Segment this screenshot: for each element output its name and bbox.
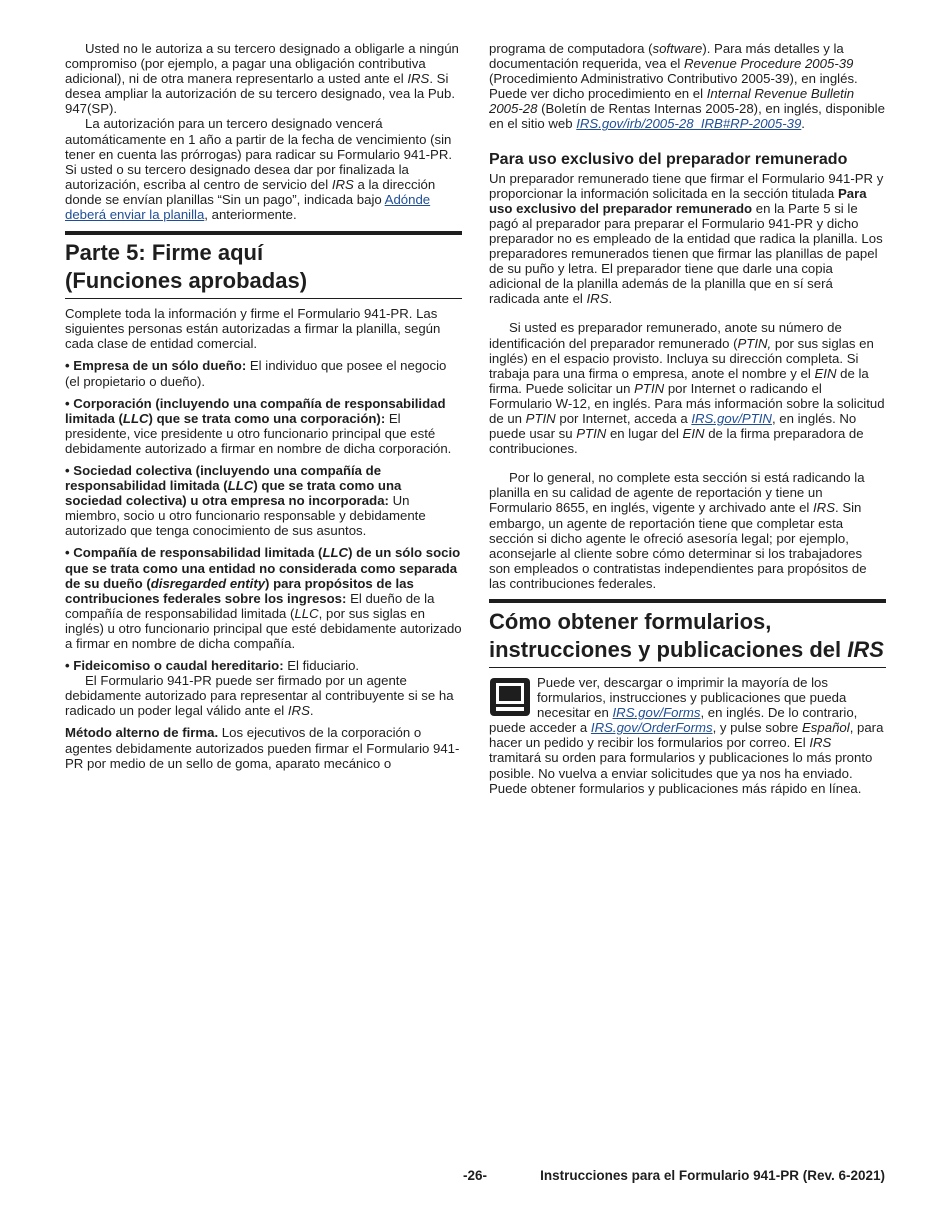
text-run: , en inglés. De lo contrario, puede acceder a: [489, 705, 858, 736]
forms-heading-line2: [489, 636, 886, 664]
right-column: [489, 41, 886, 796]
text-run: ) para propósitos de las contribuciones federales sobre los ingresos:: [65, 575, 414, 606]
text-run: IRS: [813, 500, 835, 516]
text-run: IRS: [586, 291, 609, 307]
text-run: ) de un sólo socio que se trata como una entidad no considerada como separada de su dueño (: [65, 545, 461, 591]
text-run: Los ejecutivos de la corporación o agentes debidamente autorizados pueden firmar el Formulario 941-PR por medio de un sello de goma, aparato mecánico o: [65, 725, 460, 771]
text-run: en la Parte 5 si le pagó al preparador para preparar el Formulario 941-PR y dicho preparador no es empleado de la entidad que radica la planilla. Los preparadores remunerados tienen que firmar las planillas de papel de su puño y letra. El preparador tiene que darle una copia adicional de la planilla además de la planilla que en sí será radicada ante el: [489, 200, 883, 307]
text-run: . Si desea ampliar la autorización de su tercero designado, vea la Pub. 947(SP).: [65, 71, 456, 117]
part5-heading-line1: Parte 5: Firme aquí: [65, 240, 264, 266]
text-run: (Procedimiento Administrativo Contributivo 2005-39), en inglés. Puede ver dicho procedimiento en el: [489, 71, 858, 102]
text-run: . Sin embargo, un agente de reportación tiene que completar esta sección si dicho agente le ofreció asesoría legal; por ejemplo, aconsejarle al cliente sobre cómo determinar si los trabajadores son empleados o contratistas independientes para propósitos de las contribuciones federales.: [489, 500, 867, 591]
text-run: , para hacer un pedido y recibir los formularios por correo. El: [489, 720, 884, 751]
text-run: La autorización para un tercero designado vencerá automáticamente en 1 año a partir de la fecha de vencimiento (sin tener en cuenta las prórrogas) para radicar su Formulario 941-PR. Si usted o su tercero designado desea dar por finalizada la autorización, escriba al centro de servicio del: [65, 116, 453, 192]
text-run: Español: [802, 720, 850, 736]
bullet-partnership: [65, 463, 462, 538]
text-run: PTIN: [576, 426, 607, 442]
text-run: , anteriormente.: [204, 207, 297, 223]
text-run: IRS: [287, 703, 310, 719]
text-run: Un miembro, socio u otro funcionario responsable y debidamente autorizado que tenga conocimiento de sus asuntos.: [65, 493, 426, 539]
page-number: -26-: [463, 1168, 488, 1183]
forms-heading-irs: IRS: [847, 637, 884, 662]
inline-link[interactable]: Adónde deberá enviar la planilla: [65, 191, 431, 223]
text-run: El dueño de la compañía de responsabilidad limitada (: [65, 590, 435, 621]
text-run: de la firma preparadora de contribuciones.: [489, 426, 864, 457]
footer-form-title: Instrucciones para el Formulario 941-PR (Rev. 6-2021): [540, 1168, 885, 1183]
left-column: [65, 41, 462, 771]
text-run: , por sus siglas en inglés) u otro funcionario principal que esté debidamente autorizado a firmar en nombre de dicha compañía.: [65, 605, 462, 651]
text-run: • Empresa de un sólo dueño:: [65, 358, 247, 374]
text-run: PTIN: [525, 410, 556, 426]
paid-preparer-paragraph: [489, 171, 886, 307]
text-run: por Internet, acceda a: [555, 410, 692, 426]
text-run: Usted no le autoriza a su tercero designado a obligarle a ningún compromiso (por ejemplo, a pagar una obligación contributiva adicional), ni de otra manera representarlo a usted ante el: [65, 41, 459, 87]
text-run: El fiduciario.: [283, 658, 360, 674]
text-run: ) que se trata como una corporación):: [148, 410, 386, 426]
text-run: (Boletín de Rentas Internas 2005-28), en inglés, disponible en el sitio web: [489, 101, 885, 132]
text-run: • Corporación (incluyendo una compañía de responsabilidad limitada (: [65, 395, 446, 426]
text-run: ). Para más detalles y la documentación requerida, vea el: [489, 41, 844, 72]
text-run: LLC: [122, 410, 149, 426]
part5-heading-line2: (Funciones aprobadas): [65, 268, 308, 294]
text-run: LLC: [322, 545, 349, 561]
text-run: • Fideicomiso o caudal hereditario:: [65, 658, 284, 674]
designee-obligation-paragraph: [65, 41, 462, 116]
alternative-signature-paragraph: [65, 725, 462, 770]
text-run: por Internet o radicando el Formulario W-12, en inglés. Para más información sobre la solicitud de un: [489, 380, 885, 426]
text-run: El presidente, vice presidente u otro funcionario principal que esté debidamente autorizado a firmar en nombre de dicha corporación.: [65, 410, 452, 456]
page-footer: [0, 1168, 950, 1188]
text-run: Internal Revenue Bulletin 2005-28: [489, 86, 855, 117]
text-run: por sus siglas en inglés) en el espacio provisto. Incluya su dirección completa. Si trabaja para una firma o empresa, anote el nombre y el: [489, 335, 874, 381]
text-run: IRS: [407, 71, 430, 87]
inline-link[interactable]: IRS.gov/irb/2005-28_IRB#RP-2005-39: [576, 116, 802, 132]
text-run: El Formulario 941-PR puede ser firmado por un agente debidamente autorizado para representar al contribuyente si se ha radicado un poder legal válido ante el: [65, 673, 454, 719]
forms-heading: [489, 599, 886, 668]
bullet-sole-proprietor: [65, 358, 462, 388]
bullet-trust-estate: [65, 658, 462, 673]
inline-link[interactable]: IRS.gov/Forms: [612, 705, 701, 721]
forms-paragraph-text: [489, 675, 883, 796]
inline-link[interactable]: IRS.gov/OrderForms: [590, 720, 713, 736]
designee-expiration-paragraph: [65, 116, 462, 222]
text-run: PTIN,: [737, 335, 772, 351]
text-run: Un preparador remunerado tiene que firmar el Formulario 941-PR y proporcionar la información solicitada en la sección titulada: [489, 170, 884, 201]
paid-preparer-heading: Para uso exclusivo del preparador remunerado: [489, 150, 848, 168]
text-run: Complete toda la información y firme el Formulario 941-PR. Las siguientes personas están autorizadas a firmar la planilla, según cada clase de entidad comercial.: [65, 306, 441, 352]
inline-link[interactable]: IRS.gov/PTIN: [691, 410, 772, 426]
text-run: IRS: [331, 176, 354, 192]
text-run: .: [608, 291, 613, 307]
text-run: Para uso exclusivo del preparador remunerado: [489, 185, 867, 216]
part5-intro-paragraph: [65, 306, 462, 351]
text-run: , y pulse sobre: [712, 720, 803, 736]
text-run: disregarded entity: [150, 575, 266, 591]
text-run: EIN: [682, 426, 705, 442]
text-run: El individuo que posee el negocio (el propietario o dueño).: [65, 358, 447, 389]
text-run: EIN: [814, 365, 837, 381]
text-run: software: [652, 41, 703, 56]
software-continuation-paragraph: [489, 41, 886, 132]
text-run: Puede ver, descargar o imprimir la mayoría de los formularios, instrucciones y publicaciones que pueda necesitar en: [537, 675, 847, 721]
text-run: .: [309, 703, 314, 719]
text-run: • Compañía de responsabilidad limitada (: [65, 545, 323, 561]
computer-icon: [489, 677, 531, 717]
text-run: PTIN: [634, 380, 665, 396]
text-run: tramitará su orden para formularios y publicaciones lo más pronto posible. No vuelva a enviar solicitudes que ya nos ha enviado. Puede obtener formularios y publicaciones más rápido en línea.: [489, 750, 873, 796]
ptin-paragraph: [489, 320, 886, 456]
text-run: .: [801, 116, 805, 132]
authorized-agent-paragraph: [65, 673, 462, 718]
text-run: LLC: [227, 478, 254, 494]
text-run: Revenue Procedure 2005-39: [684, 56, 854, 72]
bullet-single-member-llc: [65, 545, 462, 651]
text-run: IRS: [809, 735, 832, 751]
text-run: ) que se trata como una sociedad colectiva) u otra empresa no incorporada:: [65, 478, 402, 509]
reporting-agent-paragraph: [489, 470, 886, 591]
text-run: de la firma. Puede solicitar un: [489, 365, 869, 396]
text-run: Por lo general, no complete esta sección si está radicando la planilla en su calidad de agente de reportación y tiene un Formulario 8655, en inglés, vigente y archivado ante el: [489, 470, 865, 516]
text-run: , en inglés. No puede usar su: [489, 410, 857, 442]
text-run: programa de computadora (: [489, 41, 653, 56]
bullet-corporation: [65, 396, 462, 456]
forms-heading-line1: Cómo obtener formularios,: [489, 609, 772, 634]
text-run: • Sociedad colectiva (incluyendo una compañía de responsabilidad limitada (: [65, 462, 382, 494]
text-run: a la dirección donde se envían planillas “Sin un pago”, indicada bajo: [65, 176, 436, 207]
text-run: Si usted es preparador remunerado, anote su número de identificación del preparador remunerado (: [489, 320, 842, 351]
forms-heading-line2-prefix: instrucciones y publicaciones del: [489, 637, 848, 662]
part5-heading: [65, 231, 462, 299]
text-run: LLC: [294, 605, 319, 621]
forms-paragraph: [489, 675, 886, 796]
text-run: Método alterno de firma.: [65, 725, 219, 741]
text-run: en lugar del: [606, 426, 683, 442]
